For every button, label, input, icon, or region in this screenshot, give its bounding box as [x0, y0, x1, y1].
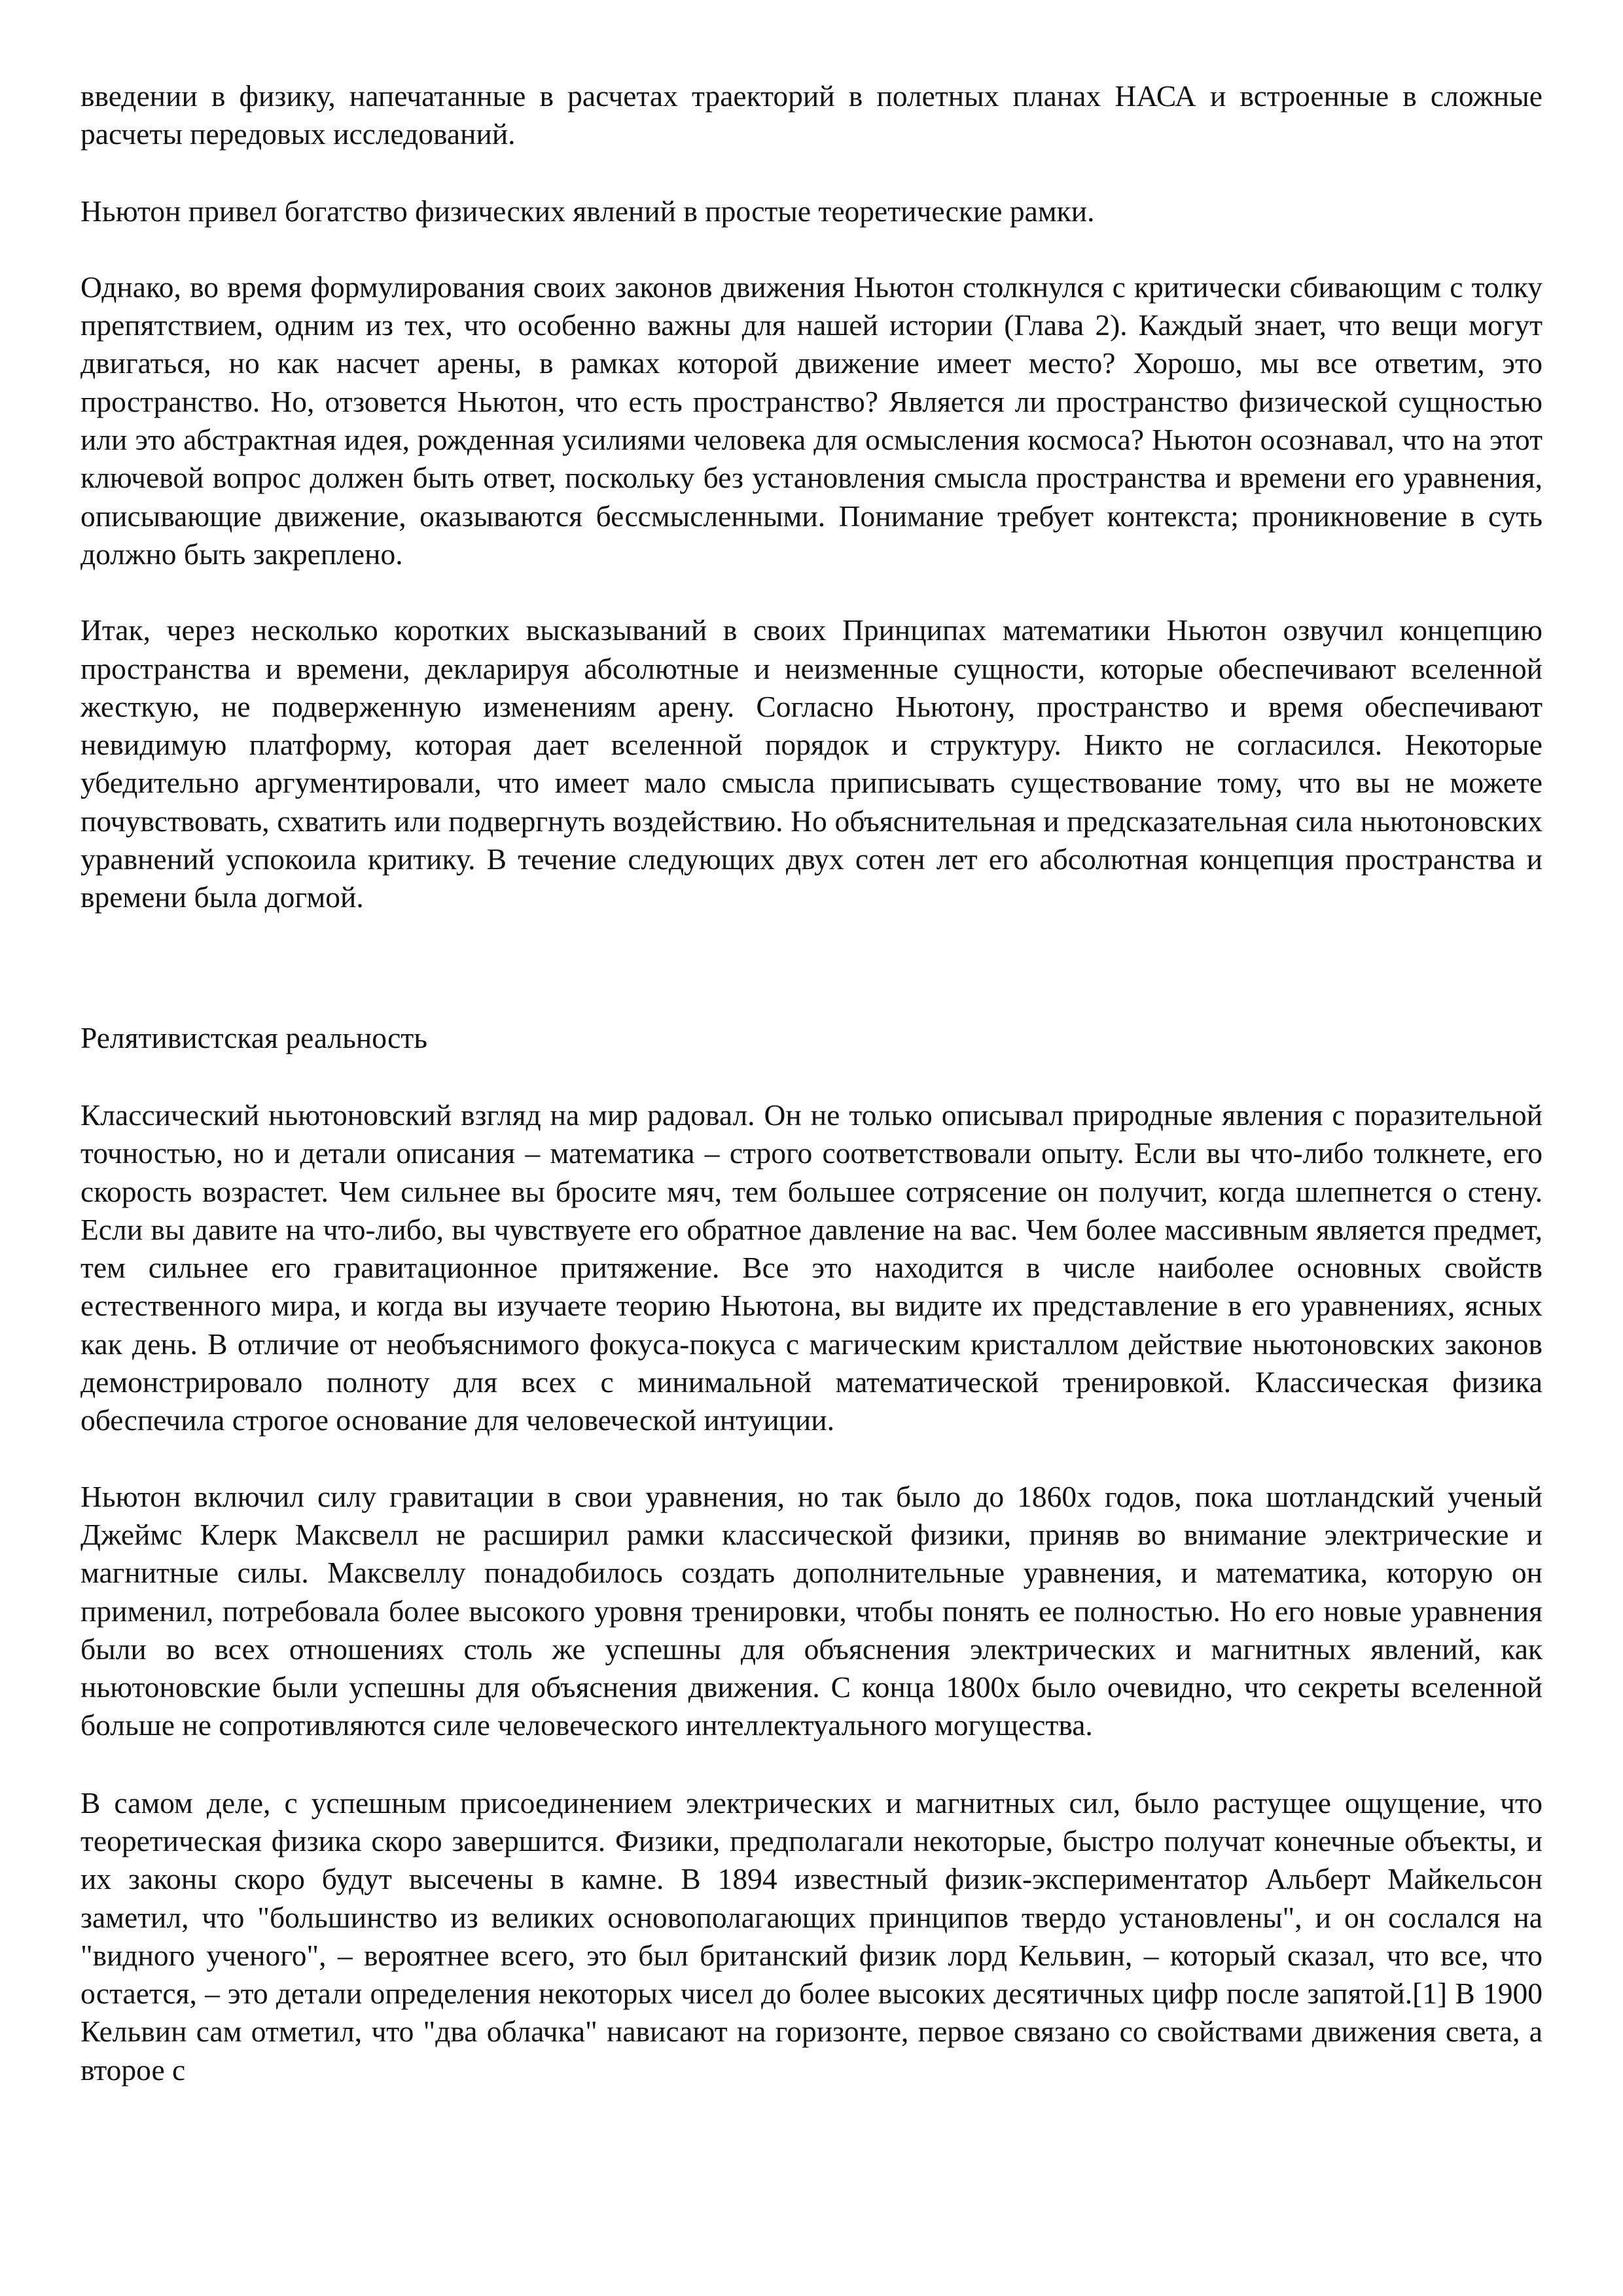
paragraph-continuation: введении в физику, напечатанные в расчетах траекторий в полетных планах НАСА и встроенные в сложные расчеты передовых исследований.: [80, 79, 1543, 151]
paragraph-classical-view: Классический ньютоновский взгляд на мир радовал. Он не только описывал природные явления с поразительной точностью, но и детали описания – математика – строго соответствовали опыту. Если вы что-либо толкнете, его скорость возрастет. Чем сильнее вы бросите мяч, тем большее сотрясение он получит, когда шлепнется о стену. Если вы давите на что-либо, вы чувствуете его обратное давление на вас. Чем более массивным является предмет, тем сильнее его гравитационное притяжение. Все это находится в числе наиболее основных свойств естественного мира, и когда вы изучаете теорию Ньютона, вы видите их представление в его уравнениях, ясных как день. В отличие от необъяснимого фокуса-покуса с магическим кристаллом действие ньютоновских законов демонстрировало полноту для всех с минимальной математической тренировкой. Классическая физика обеспечила строгое основание для человеческой интуиции.: [80, 1098, 1543, 1437]
document-page: [80, 77, 1543, 2089]
paragraph-kelvin: В самом деле, с успешным присоединением электрических и магнитных сил, было растущее ощущение, что теоретическая физика скоро завершится. Физики, предполагали некоторые, быстро получат конечные объекты, и их законы скоро будут высечены в камне. В 1894 известный физик-экспериментатор Альберт Майкельсон заметил, что "большинство из великих основополагающих принципов твердо установлены", и он сослался на "видного ученого", – вероятнее всего, это был британский физик лорд Кельвин, – который сказал, что все, что остается, – это детали определения некоторых чисел до более высоких десятичных цифр после запятой.[1] В 1900 Кельвин сам отметил, что "два облачка" нависают на горизонте, первое связано со свойствами движения света, а второе с: [80, 1785, 1543, 2087]
section-heading: Релятивистская реальность: [80, 1020, 427, 1054]
paragraph-space-question: Однако, во время формулирования своих законов движения Ньютон столкнулся с критически сбивающим с толку препятствием, одним из тех, что особенно важны для нашей истории (Глава 2). Каждый знает, что вещи могут двигаться, но как насчет арены, в рамках которой движение имеет место? Хорошо, мы все ответим, это пространство. Но, отзовется Ньютон, что есть пространство? Является ли пространство физической сущностью или это абстрактная идея, рожденная усилиями человека для осмысления космоса? Ньютон осознавал, что на этот ключевой вопрос должен быть ответ, поскольку без установления смысла пространства и времени его уравнения, описывающие движение, оказываются бессмысленными. Понимание требует контекста; проникновение в суть должно быть закреплено.: [80, 270, 1543, 571]
paragraph-newton-framework: Ньютон привел богатство физических явлений в простые теоретические рамки.: [80, 194, 1095, 228]
paragraph-principia: Итак, через несколько коротких высказываний в своих Принципах математики Ньютон озвучил концепцию пространства и времени, декларируя абсолютные и неизменные сущности, которые обеспечивают вселенной жесткую, не подверженную изменениям арену. Согласно Ньютону, пространство и время обеспечивают невидимую платформу, которая дает вселенной порядок и структуру. Никто не согласился. Некоторые убедительно аргументировали, что имеет мало смысла приписывать существование тому, что вы не можете почувствовать, схватить или подвергнуть воздействию. Но объяснительная и предсказательная сила ньютоновских уравнений успокоила критику. В течение следующих двух сотен лет его абсолютная концепция пространства и времени была догмой.: [80, 613, 1543, 914]
paragraph-maxwell: Ньютон включил силу гравитации в свои уравнения, но так было до 1860х годов, пока шотландский ученый Джеймс Клерк Максвелл не расширил рамки классической физики, приняв во внимание электрические и магнитные силы. Максвеллу понадобилось создать дополнительные уравнения, и математика, которую он применил, потребовала более высокого уровня тренировки, чтобы понять ее полностью. Но его новые уравнения были во всех отношениях столь же успешны для объяснения электрических и магнитных явлений, как ньютоновские были успешны для объяснения движения. С конца 1800х было очевидно, что секреты вселенной больше не сопротивляются силе человеческого интеллектуального могущества.: [80, 1479, 1543, 1742]
